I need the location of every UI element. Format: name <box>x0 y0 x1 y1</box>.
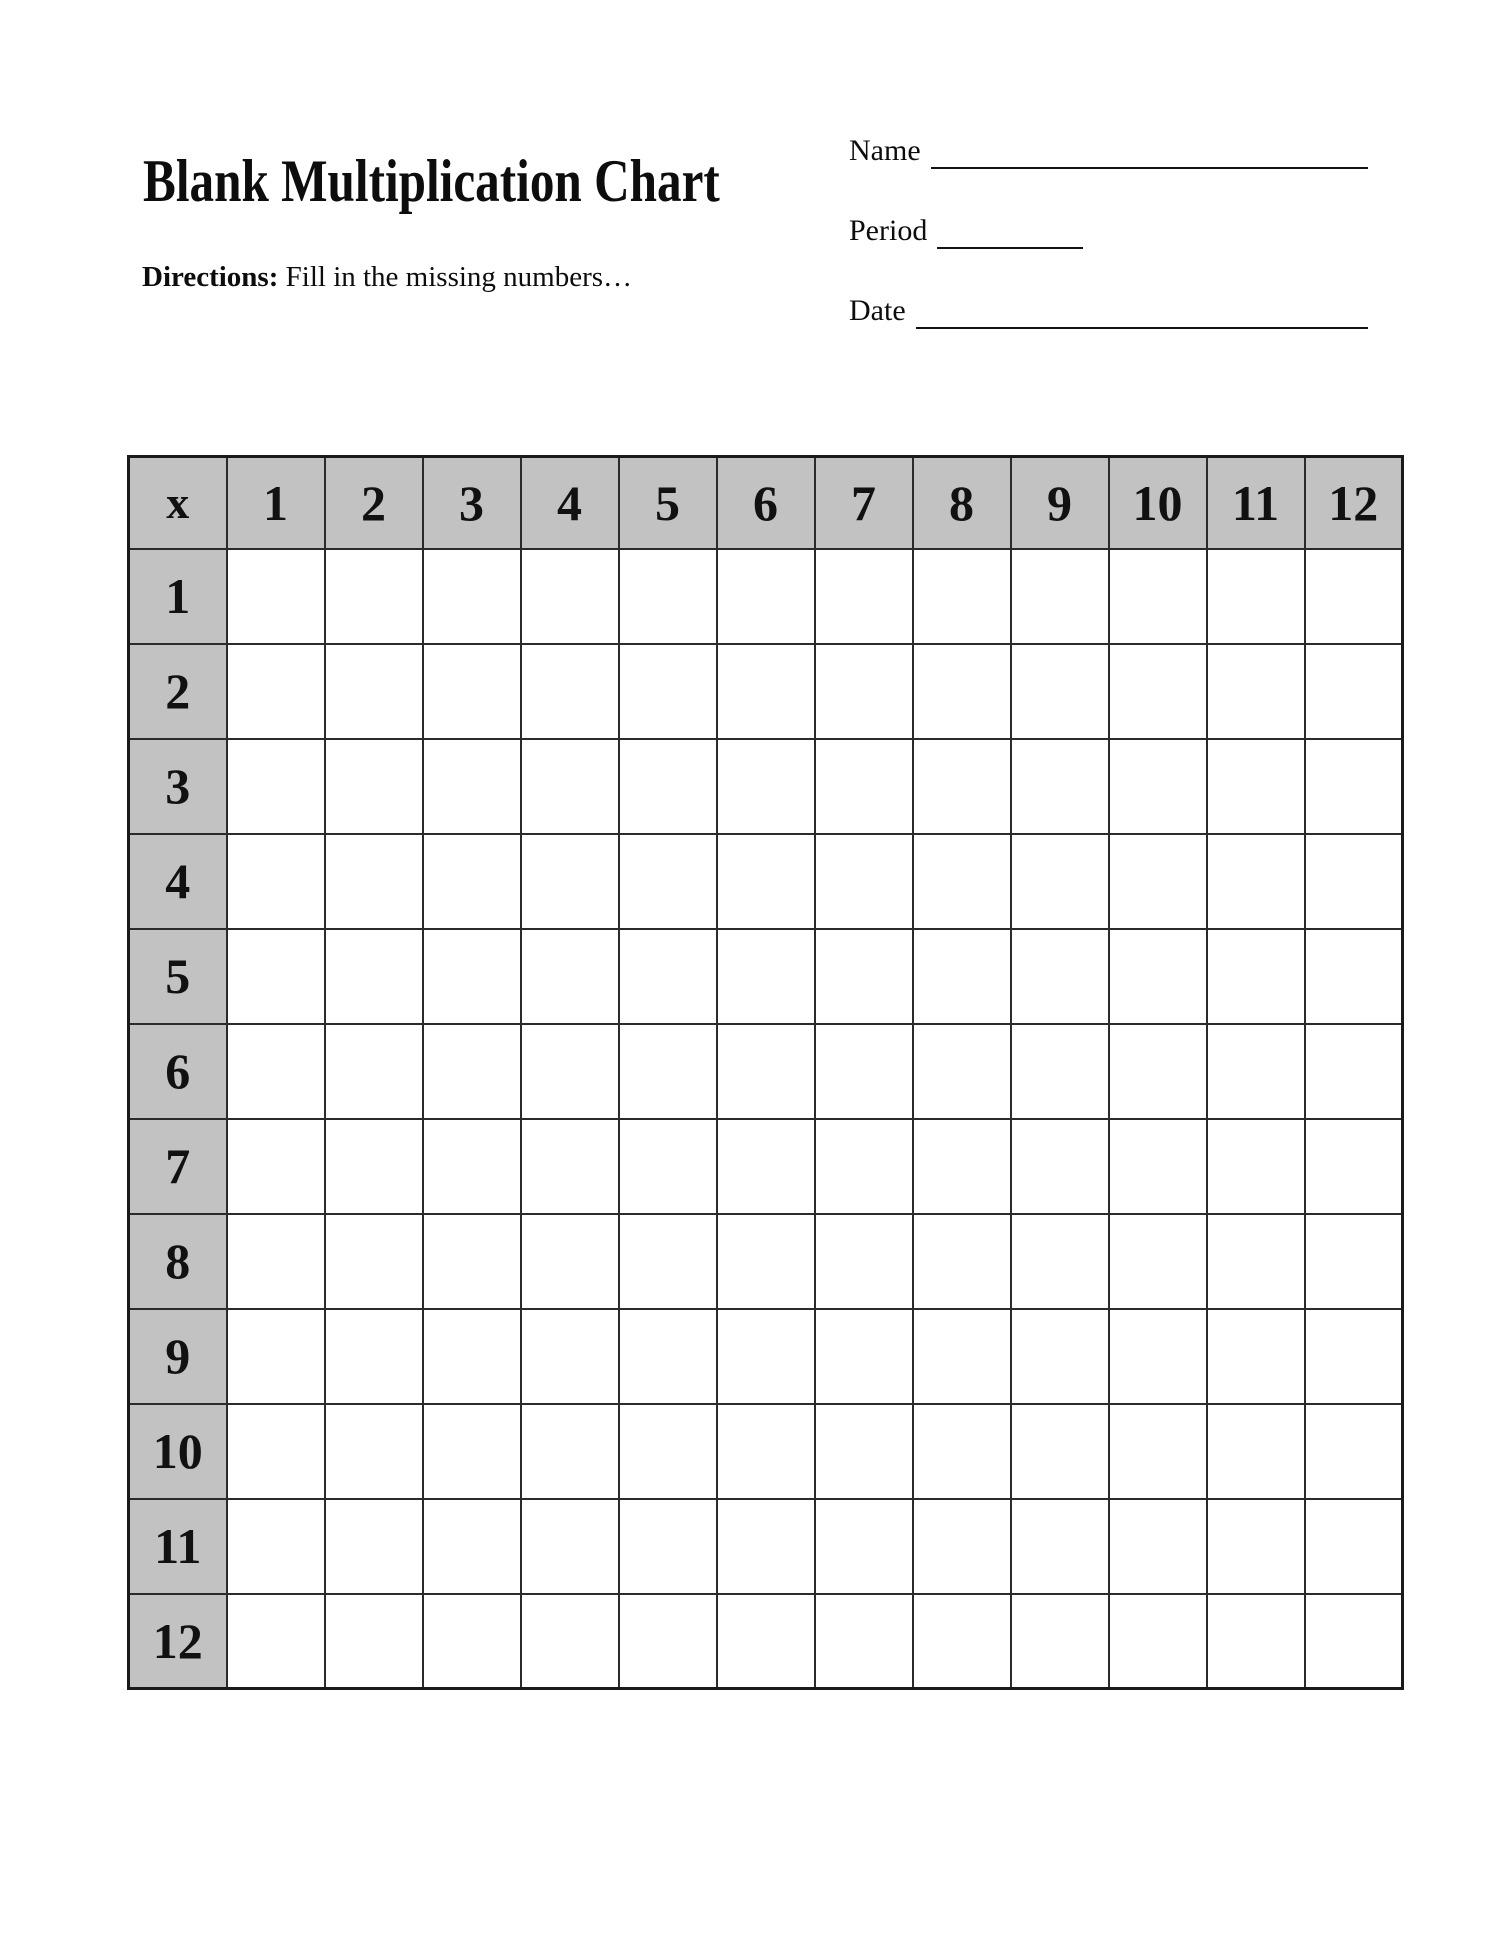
grid-cell-8x9-blank <box>1011 1214 1109 1309</box>
grid-cell-12x3-blank <box>423 1594 521 1689</box>
column-header-7: 7 <box>815 457 913 549</box>
grid-cell-7x4-blank <box>521 1119 619 1214</box>
grid-cell-5x7-blank <box>815 929 913 1024</box>
grid-cell-9x7-blank <box>815 1309 913 1404</box>
grid-cell-3x9-blank <box>1011 739 1109 834</box>
name-label: Name <box>849 134 921 167</box>
grid-cell-3x10-blank <box>1109 739 1207 834</box>
grid-cell-2x1-blank <box>227 644 325 739</box>
grid-cell-5x4-blank <box>521 929 619 1024</box>
grid-cell-10x5-blank <box>619 1404 717 1499</box>
grid-cell-1x5-blank <box>619 549 717 644</box>
column-header-9: 9 <box>1011 457 1109 549</box>
grid-cell-5x10-blank <box>1109 929 1207 1024</box>
grid-cell-3x1-blank <box>227 739 325 834</box>
grid-cell-6x7-blank <box>815 1024 913 1119</box>
grid-cell-4x2-blank <box>325 834 423 929</box>
grid-cell-7x2-blank <box>325 1119 423 1214</box>
grid-cell-8x3-blank <box>423 1214 521 1309</box>
grid-cell-5x8-blank <box>913 929 1011 1024</box>
date-field-row <box>849 291 1368 329</box>
grid-cell-4x8-blank <box>913 834 1011 929</box>
grid-cell-1x3-blank <box>423 549 521 644</box>
grid-cell-4x11-blank <box>1207 834 1305 929</box>
grid-cell-4x1-blank <box>227 834 325 929</box>
column-header-11: 11 <box>1207 457 1305 549</box>
grid-cell-2x8-blank <box>913 644 1011 739</box>
grid-cell-9x8-blank <box>913 1309 1011 1404</box>
grid-cell-3x2-blank <box>325 739 423 834</box>
name-field-row <box>849 131 1368 169</box>
multiplication-grid <box>127 455 1404 1690</box>
grid-cell-6x2-blank <box>325 1024 423 1119</box>
grid-cell-2x4-blank <box>521 644 619 739</box>
column-header-3: 3 <box>423 457 521 549</box>
grid-cell-1x7-blank <box>815 549 913 644</box>
name-blank-line <box>931 131 1368 169</box>
grid-cell-7x8-blank <box>913 1119 1011 1214</box>
grid-row-5 <box>129 929 1403 1024</box>
grid-row-4 <box>129 834 1403 929</box>
grid-cell-1x1-blank <box>227 549 325 644</box>
grid-row-3 <box>129 739 1403 834</box>
grid-cell-2x10-blank <box>1109 644 1207 739</box>
grid-cell-12x4-blank <box>521 1594 619 1689</box>
grid-cell-5x12-blank <box>1305 929 1403 1024</box>
grid-cell-1x12-blank <box>1305 549 1403 644</box>
grid-cell-3x11-blank <box>1207 739 1305 834</box>
grid-cell-1x2-blank <box>325 549 423 644</box>
row-header-10: 10 <box>129 1404 227 1499</box>
directions-body: Fill in the missing numbers… <box>278 261 633 293</box>
directions-label: Directions: <box>142 261 279 293</box>
row-header-12: 12 <box>129 1594 227 1689</box>
grid-cell-7x3-blank <box>423 1119 521 1214</box>
grid-cell-10x2-blank <box>325 1404 423 1499</box>
grid-cell-10x7-blank <box>815 1404 913 1499</box>
grid-cell-12x7-blank <box>815 1594 913 1689</box>
grid-cell-10x6-blank <box>717 1404 815 1499</box>
grid-cell-10x8-blank <box>913 1404 1011 1499</box>
grid-cell-1x8-blank <box>913 549 1011 644</box>
grid-cell-11x4-blank <box>521 1499 619 1594</box>
grid-cell-11x1-blank <box>227 1499 325 1594</box>
grid-cell-10x1-blank <box>227 1404 325 1499</box>
grid-cell-6x10-blank <box>1109 1024 1207 1119</box>
grid-cell-7x12-blank <box>1305 1119 1403 1214</box>
grid-cell-12x6-blank <box>717 1594 815 1689</box>
grid-cell-8x8-blank <box>913 1214 1011 1309</box>
grid-cell-4x6-blank <box>717 834 815 929</box>
grid-cell-6x11-blank <box>1207 1024 1305 1119</box>
period-label: Period <box>849 214 928 247</box>
grid-cell-11x8-blank <box>913 1499 1011 1594</box>
grid-cell-10x9-blank <box>1011 1404 1109 1499</box>
grid-cell-5x2-blank <box>325 929 423 1024</box>
grid-cell-7x5-blank <box>619 1119 717 1214</box>
grid-cell-9x2-blank <box>325 1309 423 1404</box>
grid-cell-3x12-blank <box>1305 739 1403 834</box>
grid-cell-1x4-blank <box>521 549 619 644</box>
row-header-8: 8 <box>129 1214 227 1309</box>
grid-cell-7x7-blank <box>815 1119 913 1214</box>
period-blank-line <box>937 211 1083 249</box>
grid-cell-2x12-blank <box>1305 644 1403 739</box>
grid-cell-8x6-blank <box>717 1214 815 1309</box>
grid-cell-5x5-blank <box>619 929 717 1024</box>
grid-cell-9x10-blank <box>1109 1309 1207 1404</box>
grid-row-11 <box>129 1499 1403 1594</box>
grid-cell-12x10-blank <box>1109 1594 1207 1689</box>
grid-cell-4x9-blank <box>1011 834 1109 929</box>
row-header-11: 11 <box>129 1499 227 1594</box>
grid-cell-6x6-blank <box>717 1024 815 1119</box>
grid-cell-6x5-blank <box>619 1024 717 1119</box>
grid-cell-11x6-blank <box>717 1499 815 1594</box>
page-title: Blank Multiplication Chart <box>143 148 720 215</box>
column-header-1: 1 <box>227 457 325 549</box>
grid-cell-3x4-blank <box>521 739 619 834</box>
grid-cell-12x5-blank <box>619 1594 717 1689</box>
column-header-6: 6 <box>717 457 815 549</box>
grid-cell-11x5-blank <box>619 1499 717 1594</box>
grid-cell-11x3-blank <box>423 1499 521 1594</box>
grid-cell-11x7-blank <box>815 1499 913 1594</box>
grid-cell-8x7-blank <box>815 1214 913 1309</box>
grid-cell-2x2-blank <box>325 644 423 739</box>
grid-cell-8x5-blank <box>619 1214 717 1309</box>
row-header-5: 5 <box>129 929 227 1024</box>
grid-cell-7x11-blank <box>1207 1119 1305 1214</box>
grid-row-6 <box>129 1024 1403 1119</box>
column-header-12: 12 <box>1305 457 1403 549</box>
row-header-7: 7 <box>129 1119 227 1214</box>
grid-cell-12x11-blank <box>1207 1594 1305 1689</box>
column-header-5: 5 <box>619 457 717 549</box>
grid-cell-2x3-blank <box>423 644 521 739</box>
grid-cell-3x8-blank <box>913 739 1011 834</box>
grid-row-12 <box>129 1594 1403 1689</box>
grid-cell-5x9-blank <box>1011 929 1109 1024</box>
multiplication-grid-container <box>127 455 1404 1690</box>
grid-cell-5x11-blank <box>1207 929 1305 1024</box>
grid-cell-6x9-blank <box>1011 1024 1109 1119</box>
grid-cell-1x6-blank <box>717 549 815 644</box>
grid-cell-5x6-blank <box>717 929 815 1024</box>
grid-cell-4x4-blank <box>521 834 619 929</box>
grid-cell-11x9-blank <box>1011 1499 1109 1594</box>
column-header-2: 2 <box>325 457 423 549</box>
grid-row-8 <box>129 1214 1403 1309</box>
grid-cell-4x3-blank <box>423 834 521 929</box>
grid-cell-6x12-blank <box>1305 1024 1403 1119</box>
grid-cell-6x8-blank <box>913 1024 1011 1119</box>
grid-cell-4x7-blank <box>815 834 913 929</box>
grid-corner-multiply-symbol: x <box>129 457 227 549</box>
grid-cell-11x12-blank <box>1305 1499 1403 1594</box>
grid-cell-10x4-blank <box>521 1404 619 1499</box>
row-header-9: 9 <box>129 1309 227 1404</box>
directions-text <box>142 261 632 294</box>
grid-cell-4x5-blank <box>619 834 717 929</box>
grid-row-1 <box>129 549 1403 644</box>
grid-cell-12x1-blank <box>227 1594 325 1689</box>
grid-cell-1x10-blank <box>1109 549 1207 644</box>
grid-cell-10x10-blank <box>1109 1404 1207 1499</box>
grid-cell-9x5-blank <box>619 1309 717 1404</box>
grid-cell-6x4-blank <box>521 1024 619 1119</box>
column-header-10: 10 <box>1109 457 1207 549</box>
grid-cell-2x7-blank <box>815 644 913 739</box>
grid-cell-8x1-blank <box>227 1214 325 1309</box>
column-header-4: 4 <box>521 457 619 549</box>
grid-cell-3x7-blank <box>815 739 913 834</box>
grid-cell-10x11-blank <box>1207 1404 1305 1499</box>
row-header-3: 3 <box>129 739 227 834</box>
grid-cell-7x1-blank <box>227 1119 325 1214</box>
grid-cell-12x2-blank <box>325 1594 423 1689</box>
grid-header-row <box>129 457 1403 549</box>
grid-cell-3x6-blank <box>717 739 815 834</box>
grid-cell-8x4-blank <box>521 1214 619 1309</box>
grid-cell-7x10-blank <box>1109 1119 1207 1214</box>
grid-row-7 <box>129 1119 1403 1214</box>
row-header-1: 1 <box>129 549 227 644</box>
grid-cell-12x9-blank <box>1011 1594 1109 1689</box>
grid-cell-8x11-blank <box>1207 1214 1305 1309</box>
grid-cell-9x4-blank <box>521 1309 619 1404</box>
grid-cell-3x5-blank <box>619 739 717 834</box>
grid-cell-11x11-blank <box>1207 1499 1305 1594</box>
grid-cell-9x3-blank <box>423 1309 521 1404</box>
grid-cell-8x10-blank <box>1109 1214 1207 1309</box>
grid-row-2 <box>129 644 1403 739</box>
grid-cell-6x3-blank <box>423 1024 521 1119</box>
grid-cell-2x11-blank <box>1207 644 1305 739</box>
grid-cell-11x2-blank <box>325 1499 423 1594</box>
grid-cell-10x12-blank <box>1305 1404 1403 1499</box>
column-header-8: 8 <box>913 457 1011 549</box>
grid-cell-9x11-blank <box>1207 1309 1305 1404</box>
grid-cell-9x6-blank <box>717 1309 815 1404</box>
grid-cell-2x5-blank <box>619 644 717 739</box>
grid-cell-4x10-blank <box>1109 834 1207 929</box>
period-field-row <box>849 211 1083 249</box>
grid-cell-2x6-blank <box>717 644 815 739</box>
grid-cell-6x1-blank <box>227 1024 325 1119</box>
grid-cell-9x1-blank <box>227 1309 325 1404</box>
grid-cell-12x8-blank <box>913 1594 1011 1689</box>
grid-cell-9x12-blank <box>1305 1309 1403 1404</box>
row-header-4: 4 <box>129 834 227 929</box>
date-label: Date <box>849 294 906 327</box>
grid-cell-5x1-blank <box>227 929 325 1024</box>
row-header-2: 2 <box>129 644 227 739</box>
grid-cell-4x12-blank <box>1305 834 1403 929</box>
grid-cell-8x2-blank <box>325 1214 423 1309</box>
grid-cell-12x12-blank <box>1305 1594 1403 1689</box>
grid-cell-7x6-blank <box>717 1119 815 1214</box>
grid-row-9 <box>129 1309 1403 1404</box>
grid-cell-11x10-blank <box>1109 1499 1207 1594</box>
grid-cell-8x12-blank <box>1305 1214 1403 1309</box>
grid-cell-7x9-blank <box>1011 1119 1109 1214</box>
grid-cell-9x9-blank <box>1011 1309 1109 1404</box>
row-header-6: 6 <box>129 1024 227 1119</box>
grid-cell-1x11-blank <box>1207 549 1305 644</box>
grid-cell-1x9-blank <box>1011 549 1109 644</box>
grid-cell-10x3-blank <box>423 1404 521 1499</box>
grid-cell-3x3-blank <box>423 739 521 834</box>
date-blank-line <box>916 291 1368 329</box>
grid-cell-5x3-blank <box>423 929 521 1024</box>
grid-cell-2x9-blank <box>1011 644 1109 739</box>
grid-row-10 <box>129 1404 1403 1499</box>
